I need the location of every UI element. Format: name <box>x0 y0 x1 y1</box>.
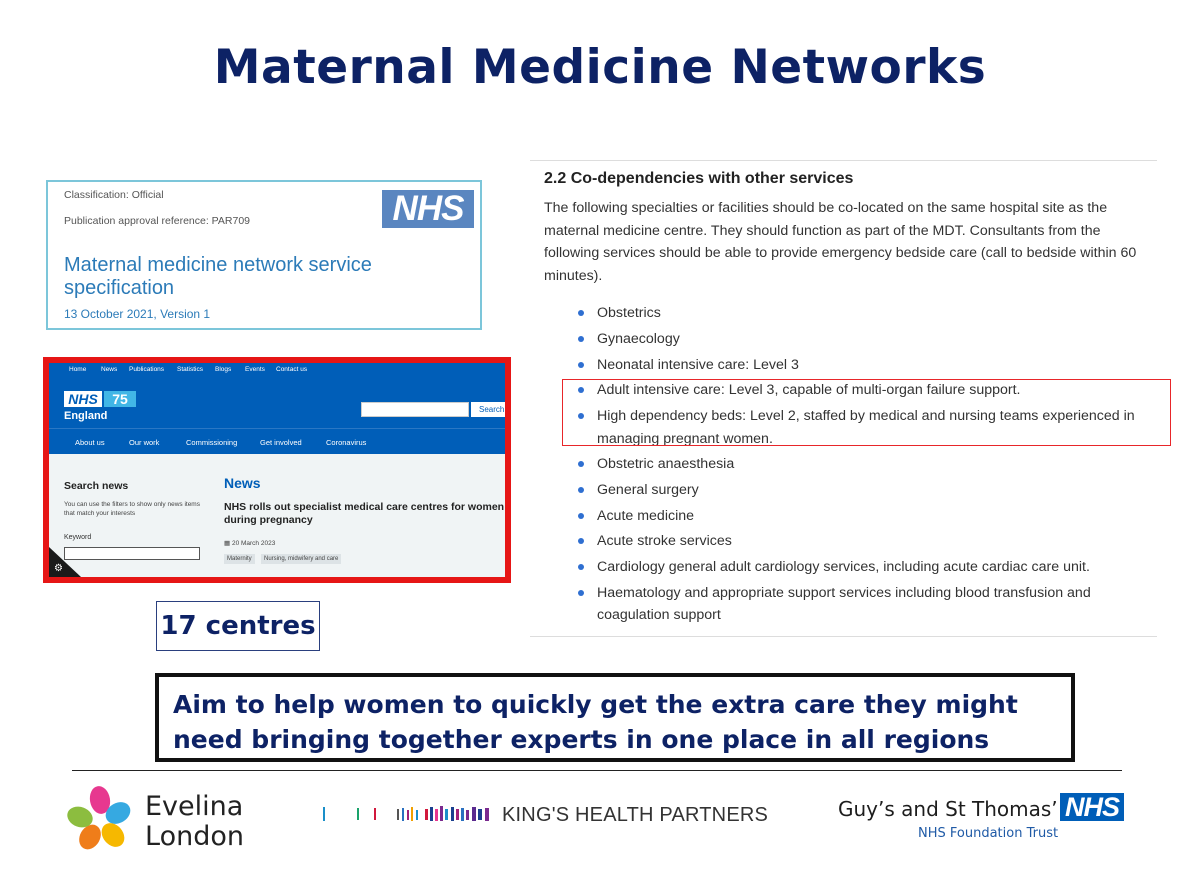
list-item-text: Gynaecology <box>597 331 680 347</box>
top-nav-statistics[interactable]: Statistics <box>177 366 204 373</box>
bullet-icon <box>578 310 584 316</box>
gstt-subtitle: NHS Foundation Trust <box>918 826 1059 841</box>
list-item-text: Adult intensive care: Level 3, capable of multi-organ failure support. <box>597 382 1021 398</box>
nhs-england-website-screenshot <box>43 357 511 583</box>
main-nav-commissioning[interactable]: Commissioning <box>186 438 238 447</box>
bullet-icon <box>578 564 584 570</box>
nhs-logo: NHS <box>382 190 474 228</box>
khp-bars-icon <box>320 804 500 824</box>
search-news-heading: Search news <box>64 480 129 492</box>
list-item-text: Acute stroke services <box>597 533 732 549</box>
gear-icon[interactable]: ⚙ <box>54 563 63 574</box>
tag-nursing[interactable]: Nursing, midwifery and care <box>261 554 341 564</box>
list-item-text: Neonatal intensive care: Level 3 <box>597 356 799 373</box>
main-nav-our-work[interactable]: Our work <box>129 438 160 447</box>
top-nav-blogs[interactable]: Blogs <box>215 366 232 373</box>
spec-date: 13 October 2021, Version 1 <box>64 307 211 321</box>
list-item-text: High dependency beds: Level 2, staffed by medical and nursing teams experienced in managing pregnant women. <box>597 408 1135 447</box>
doc-paragraph: The following specialties or facilities should be co-located on the same hospital site as the maternal medicine centre. They should function as part of the MDT. Consultants from the following services should be able to provide emergency bedside care (call to bedside within 60 minutes). <box>544 200 1137 284</box>
bullet-icon <box>578 590 584 596</box>
logo-england-text: England <box>64 410 108 422</box>
list-item-text: Obstetrics <box>597 305 661 321</box>
classification-text: Classification: Official <box>64 189 164 201</box>
main-nav-get-involved[interactable]: Get involved <box>260 438 302 447</box>
bullet-icon <box>578 336 584 342</box>
news-date-text: 20 March 2023 <box>231 540 276 547</box>
nhs-logo: NHS <box>1060 793 1124 821</box>
doc-heading: 2.2 Co-dependencies with other services <box>544 170 854 187</box>
list-item-text: Acute medicine <box>597 507 694 524</box>
top-nav-events[interactable]: Events <box>245 366 265 373</box>
top-nav-news[interactable]: News <box>101 366 118 373</box>
keyword-label: Keyword <box>64 534 92 541</box>
divider <box>530 160 1157 161</box>
site-search-button[interactable]: Search <box>471 402 511 417</box>
evelina-wordmark <box>145 792 244 852</box>
slide-title: Maternal Medicine Networks <box>213 40 987 95</box>
site-search-input[interactable] <box>361 402 469 417</box>
bullet-icon <box>578 362 584 368</box>
divider <box>530 636 1157 637</box>
logo-75-badge: 75 <box>104 391 136 407</box>
search-news-description: You can use the filters to show only news items that match your interests <box>64 501 200 517</box>
service-spec-card <box>46 180 482 330</box>
news-date <box>224 539 275 547</box>
bullet-icon <box>578 513 584 519</box>
evelina-line-1: Evelina <box>145 791 244 822</box>
list-item-text: Haematology and appropriate support services including blood transfusion and coagulation support <box>597 584 1091 623</box>
top-nav-publications[interactable]: Publications <box>129 366 165 373</box>
top-nav-home[interactable]: Home <box>69 366 87 373</box>
co-dependencies-document <box>530 160 1157 637</box>
nhs-75-logo[interactable]: NHS <box>64 391 102 407</box>
keyword-input[interactable] <box>64 547 200 560</box>
bullet-icon <box>578 461 584 467</box>
bullet-icon <box>578 487 584 493</box>
main-nav-about[interactable]: About us <box>75 438 105 447</box>
news-heading: News <box>224 475 261 491</box>
gstt-wordmark: Guy’s and St Thomas’ <box>838 797 1058 821</box>
tag-maternity[interactable]: Maternity <box>224 554 255 564</box>
bullet-icon <box>578 538 584 544</box>
top-nav-contact[interactable]: Contact us <box>276 366 308 373</box>
website-content <box>49 454 505 577</box>
highlight-box <box>562 379 1171 446</box>
khp-wordmark: KING'S HEALTH PARTNERS <box>502 804 769 826</box>
list-item-text: Cardiology general adult cardiology services, including acute cardiac care unit. <box>597 559 1090 575</box>
website-main-nav <box>49 428 505 455</box>
list-item-text: General surgery <box>597 482 699 498</box>
calendar-icon: ▦ <box>224 540 232 547</box>
spec-title: Maternal medicine network service specification <box>64 254 372 299</box>
list-item-text: Obstetric anaesthesia <box>597 456 735 472</box>
news-headline-link[interactable]: NHS rolls out specialist medical care centres for women during pregnancy <box>224 501 505 526</box>
centres-count-box: 17 centres <box>156 601 320 651</box>
footer-divider <box>72 770 1122 771</box>
evelina-flower-icon <box>66 784 136 854</box>
website-top-nav <box>49 363 505 378</box>
evelina-line-2: London <box>145 821 244 852</box>
main-nav-coronavirus[interactable]: Coronavirus <box>326 438 367 447</box>
aim-statement-box: Aim to help women to quickly get the extra care they might need bringing together experts in one place in all regions <box>155 673 1075 762</box>
approval-reference: Publication approval reference: PAR709 <box>64 215 251 227</box>
website-header <box>49 378 505 428</box>
